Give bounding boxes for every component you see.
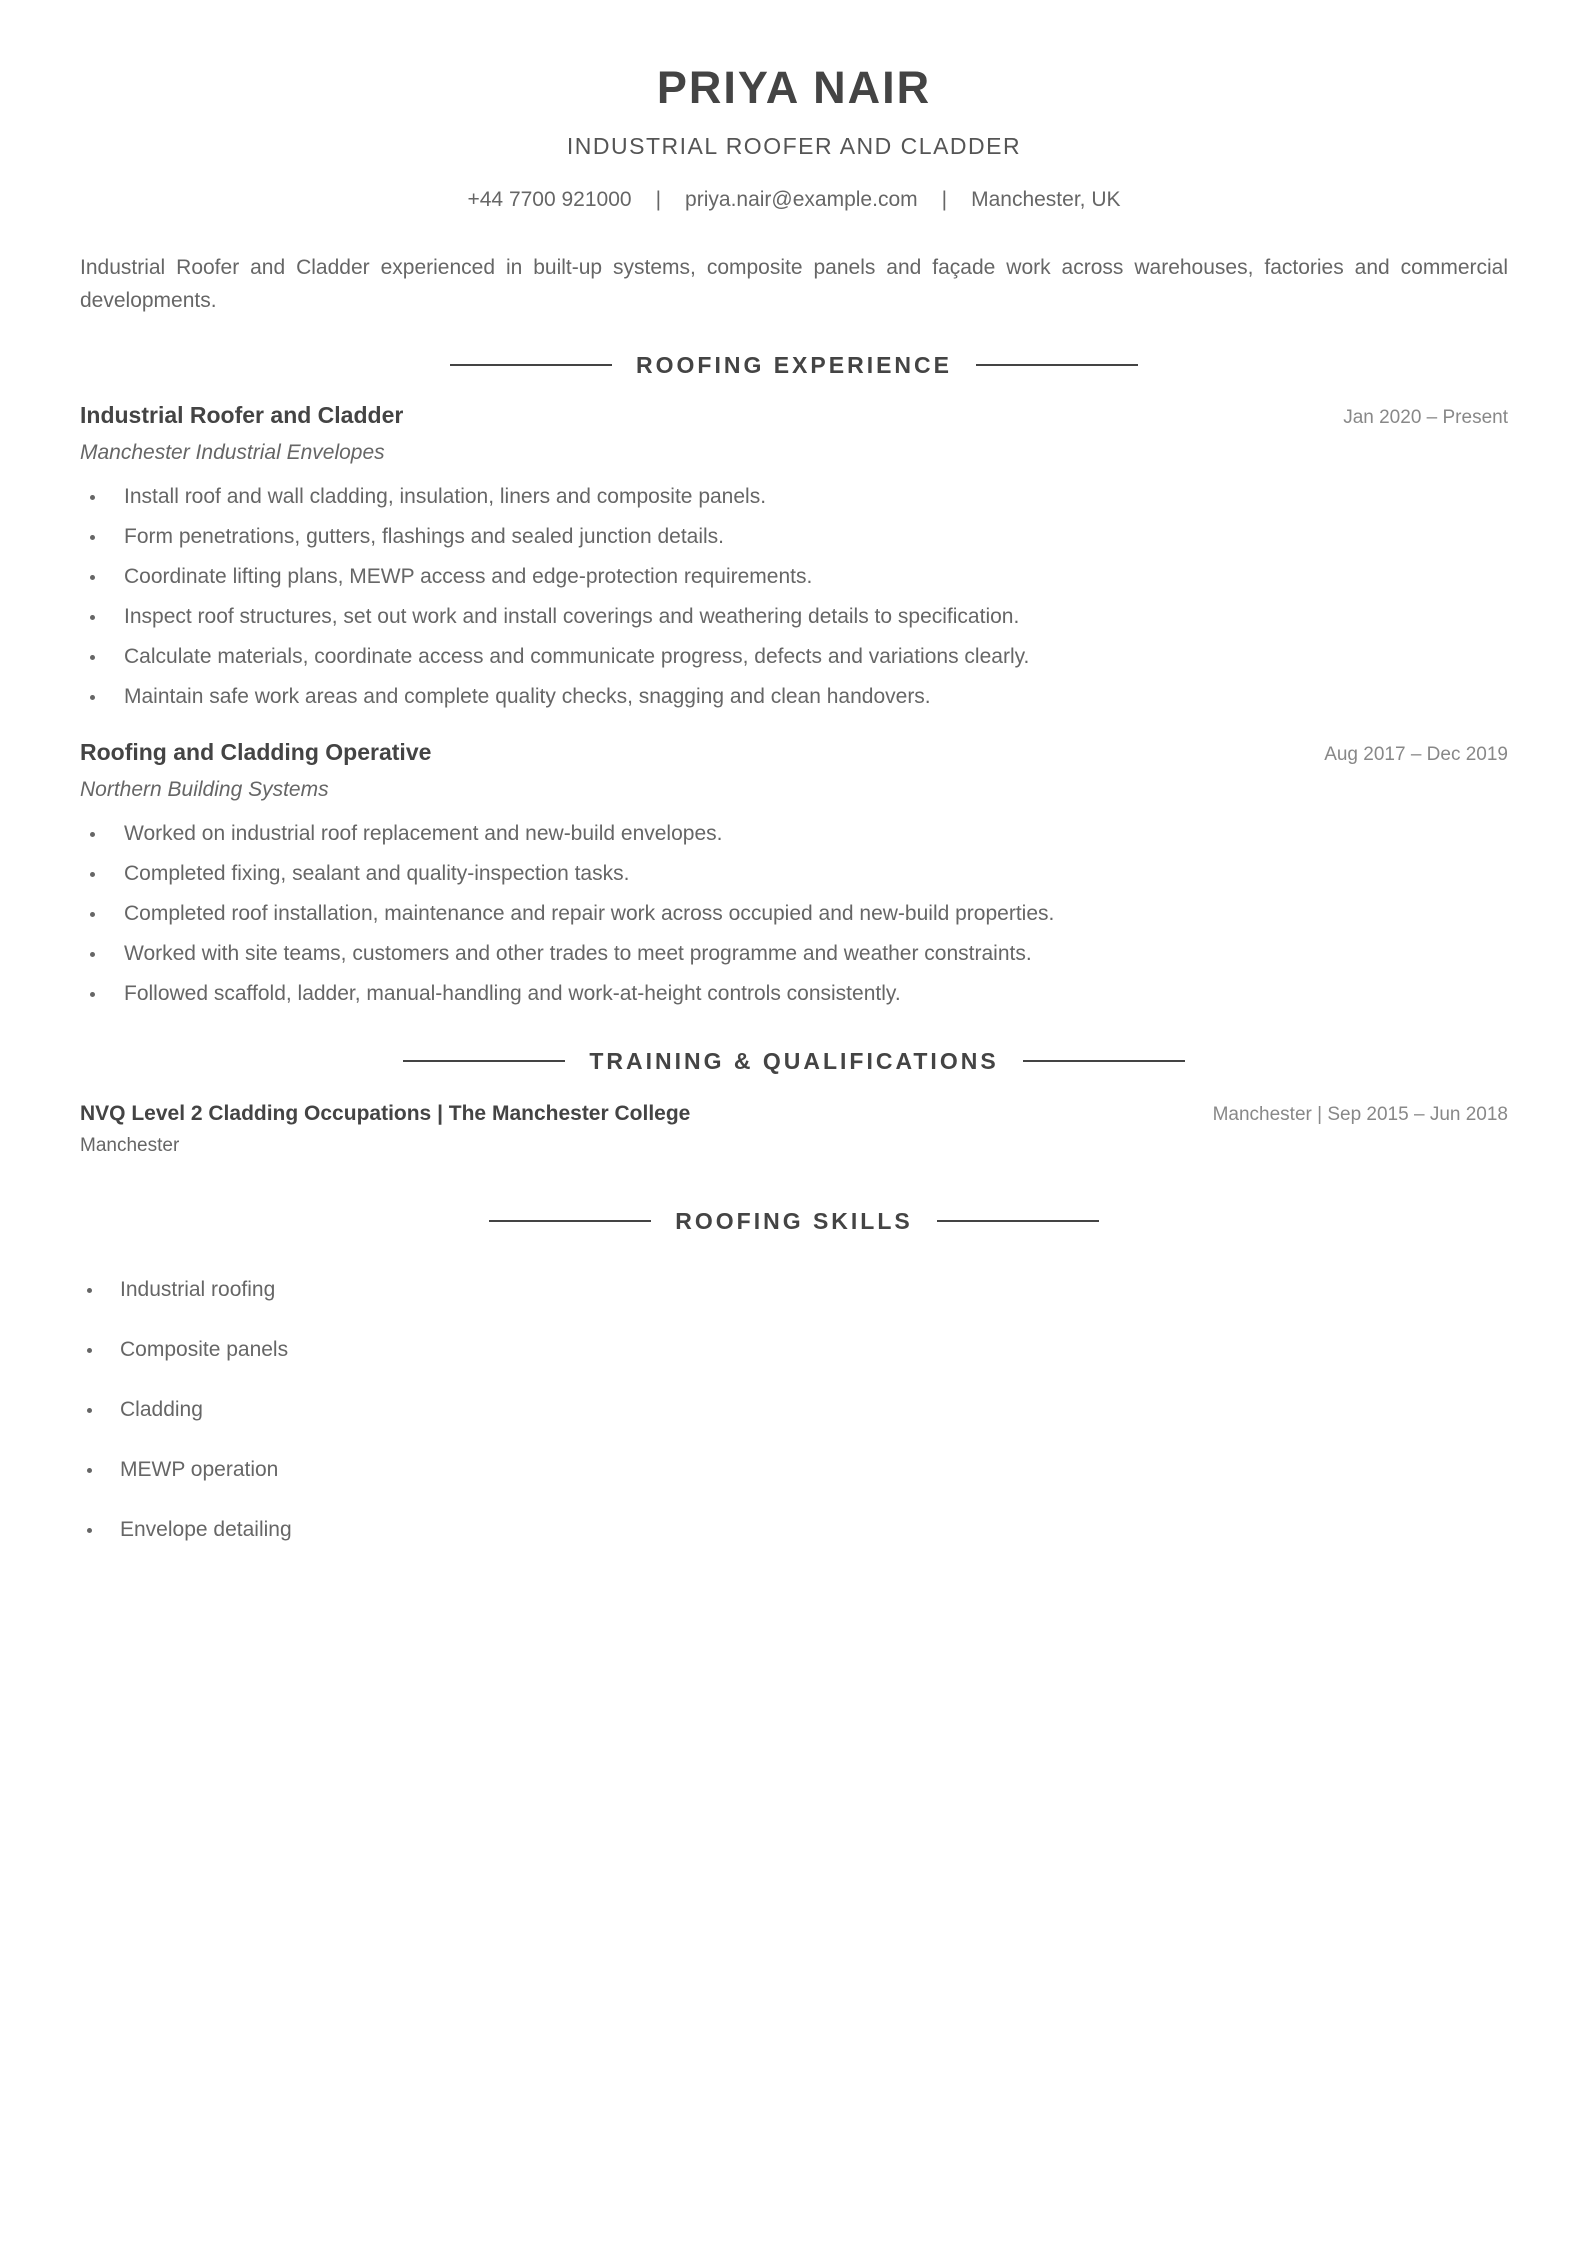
email-address[interactable]: priya.nair@example.com	[685, 188, 918, 211]
contact-separator: |	[941, 188, 948, 211]
section-heading-training	[80, 1046, 1508, 1076]
bullet-item: Worked with site teams, customers and other trades to meet programme and weather constraints.	[80, 934, 1508, 974]
section-heading-experience	[80, 350, 1508, 380]
job-title: Industrial Roofer and Cladder	[80, 402, 404, 428]
bullet-item: Coordinate lifting plans, MEWP access and edge-protection requirements.	[80, 557, 1508, 597]
section-title: ROOFING SKILLS	[675, 1207, 913, 1234]
job-dates: Jan 2020 – Present	[1343, 407, 1508, 428]
qualification-meta: Manchester | Sep 2015 – Jun 2018	[1212, 1104, 1508, 1125]
qualification-title: NVQ Level 2 Cladding Occupations | The Manchester College	[80, 1102, 691, 1125]
skill-item: Industrial roofing	[80, 1260, 1508, 1320]
heading-rule	[450, 364, 612, 366]
section-title: TRAINING & QUALIFICATIONS	[589, 1047, 999, 1074]
job-bullets	[80, 814, 1508, 1014]
bullet-item: Completed roof installation, maintenance and repair work across occupied and new-build properties.	[80, 894, 1508, 934]
contact-line	[80, 186, 1508, 214]
skill-item: Envelope detailing	[80, 1500, 1508, 1560]
bullet-item: Form penetrations, gutters, flashings and sealed junction details.	[80, 517, 1508, 557]
skills-list	[80, 1260, 1508, 1560]
bullet-item: Followed scaffold, ladder, manual-handling and work-at-height controls consistently.	[80, 974, 1508, 1014]
contact-separator: |	[655, 188, 662, 211]
job-dates: Aug 2017 – Dec 2019	[1324, 744, 1508, 765]
heading-rule	[1023, 1060, 1185, 1062]
job-bullets	[80, 477, 1508, 717]
job-title: Roofing and Cladding Operative	[80, 739, 432, 765]
resume-page	[80, 0, 1508, 1560]
location: Manchester, UK	[971, 188, 1121, 211]
job-entry	[80, 739, 1508, 1014]
job-entry	[80, 402, 1508, 717]
skill-item: Composite panels	[80, 1320, 1508, 1380]
bullet-item: Calculate materials, coordinate access and communicate progress, defects and variations clearly.	[80, 637, 1508, 677]
skill-item: MEWP operation	[80, 1440, 1508, 1500]
heading-rule	[976, 364, 1138, 366]
section-title: ROOFING EXPERIENCE	[636, 351, 952, 378]
candidate-name: PRIYA NAIR	[656, 62, 932, 113]
professional-summary: Industrial Roofer and Cladder experienced in built-up systems, composite panels and façade work across warehouses, factories and commercial developments.	[80, 256, 1508, 312]
heading-rule	[937, 1220, 1099, 1222]
bullet-item: Worked on industrial roof replacement and new-build envelopes.	[80, 814, 1508, 854]
company-name: Northern Building Systems	[80, 778, 329, 801]
heading-rule	[489, 1220, 651, 1222]
bullet-item: Inspect roof structures, set out work and install coverings and weathering details to specification.	[80, 597, 1508, 637]
training-entry	[80, 1102, 1508, 1158]
bullet-item: Install roof and wall cladding, insulation, liners and composite panels.	[80, 477, 1508, 517]
phone-number[interactable]: +44 7700 921000	[467, 188, 632, 211]
candidate-headline: INDUSTRIAL ROOFER AND CLADDER	[566, 133, 1022, 159]
skill-item: Cladding	[80, 1380, 1508, 1440]
section-heading-skills	[80, 1206, 1508, 1236]
qualification-location: Manchester	[80, 1135, 180, 1156]
heading-rule	[403, 1060, 565, 1062]
bullet-item: Completed fixing, sealant and quality-inspection tasks.	[80, 854, 1508, 894]
bullet-item: Maintain safe work areas and complete quality checks, snagging and clean handovers.	[80, 677, 1508, 717]
company-name: Manchester Industrial Envelopes	[80, 441, 385, 464]
